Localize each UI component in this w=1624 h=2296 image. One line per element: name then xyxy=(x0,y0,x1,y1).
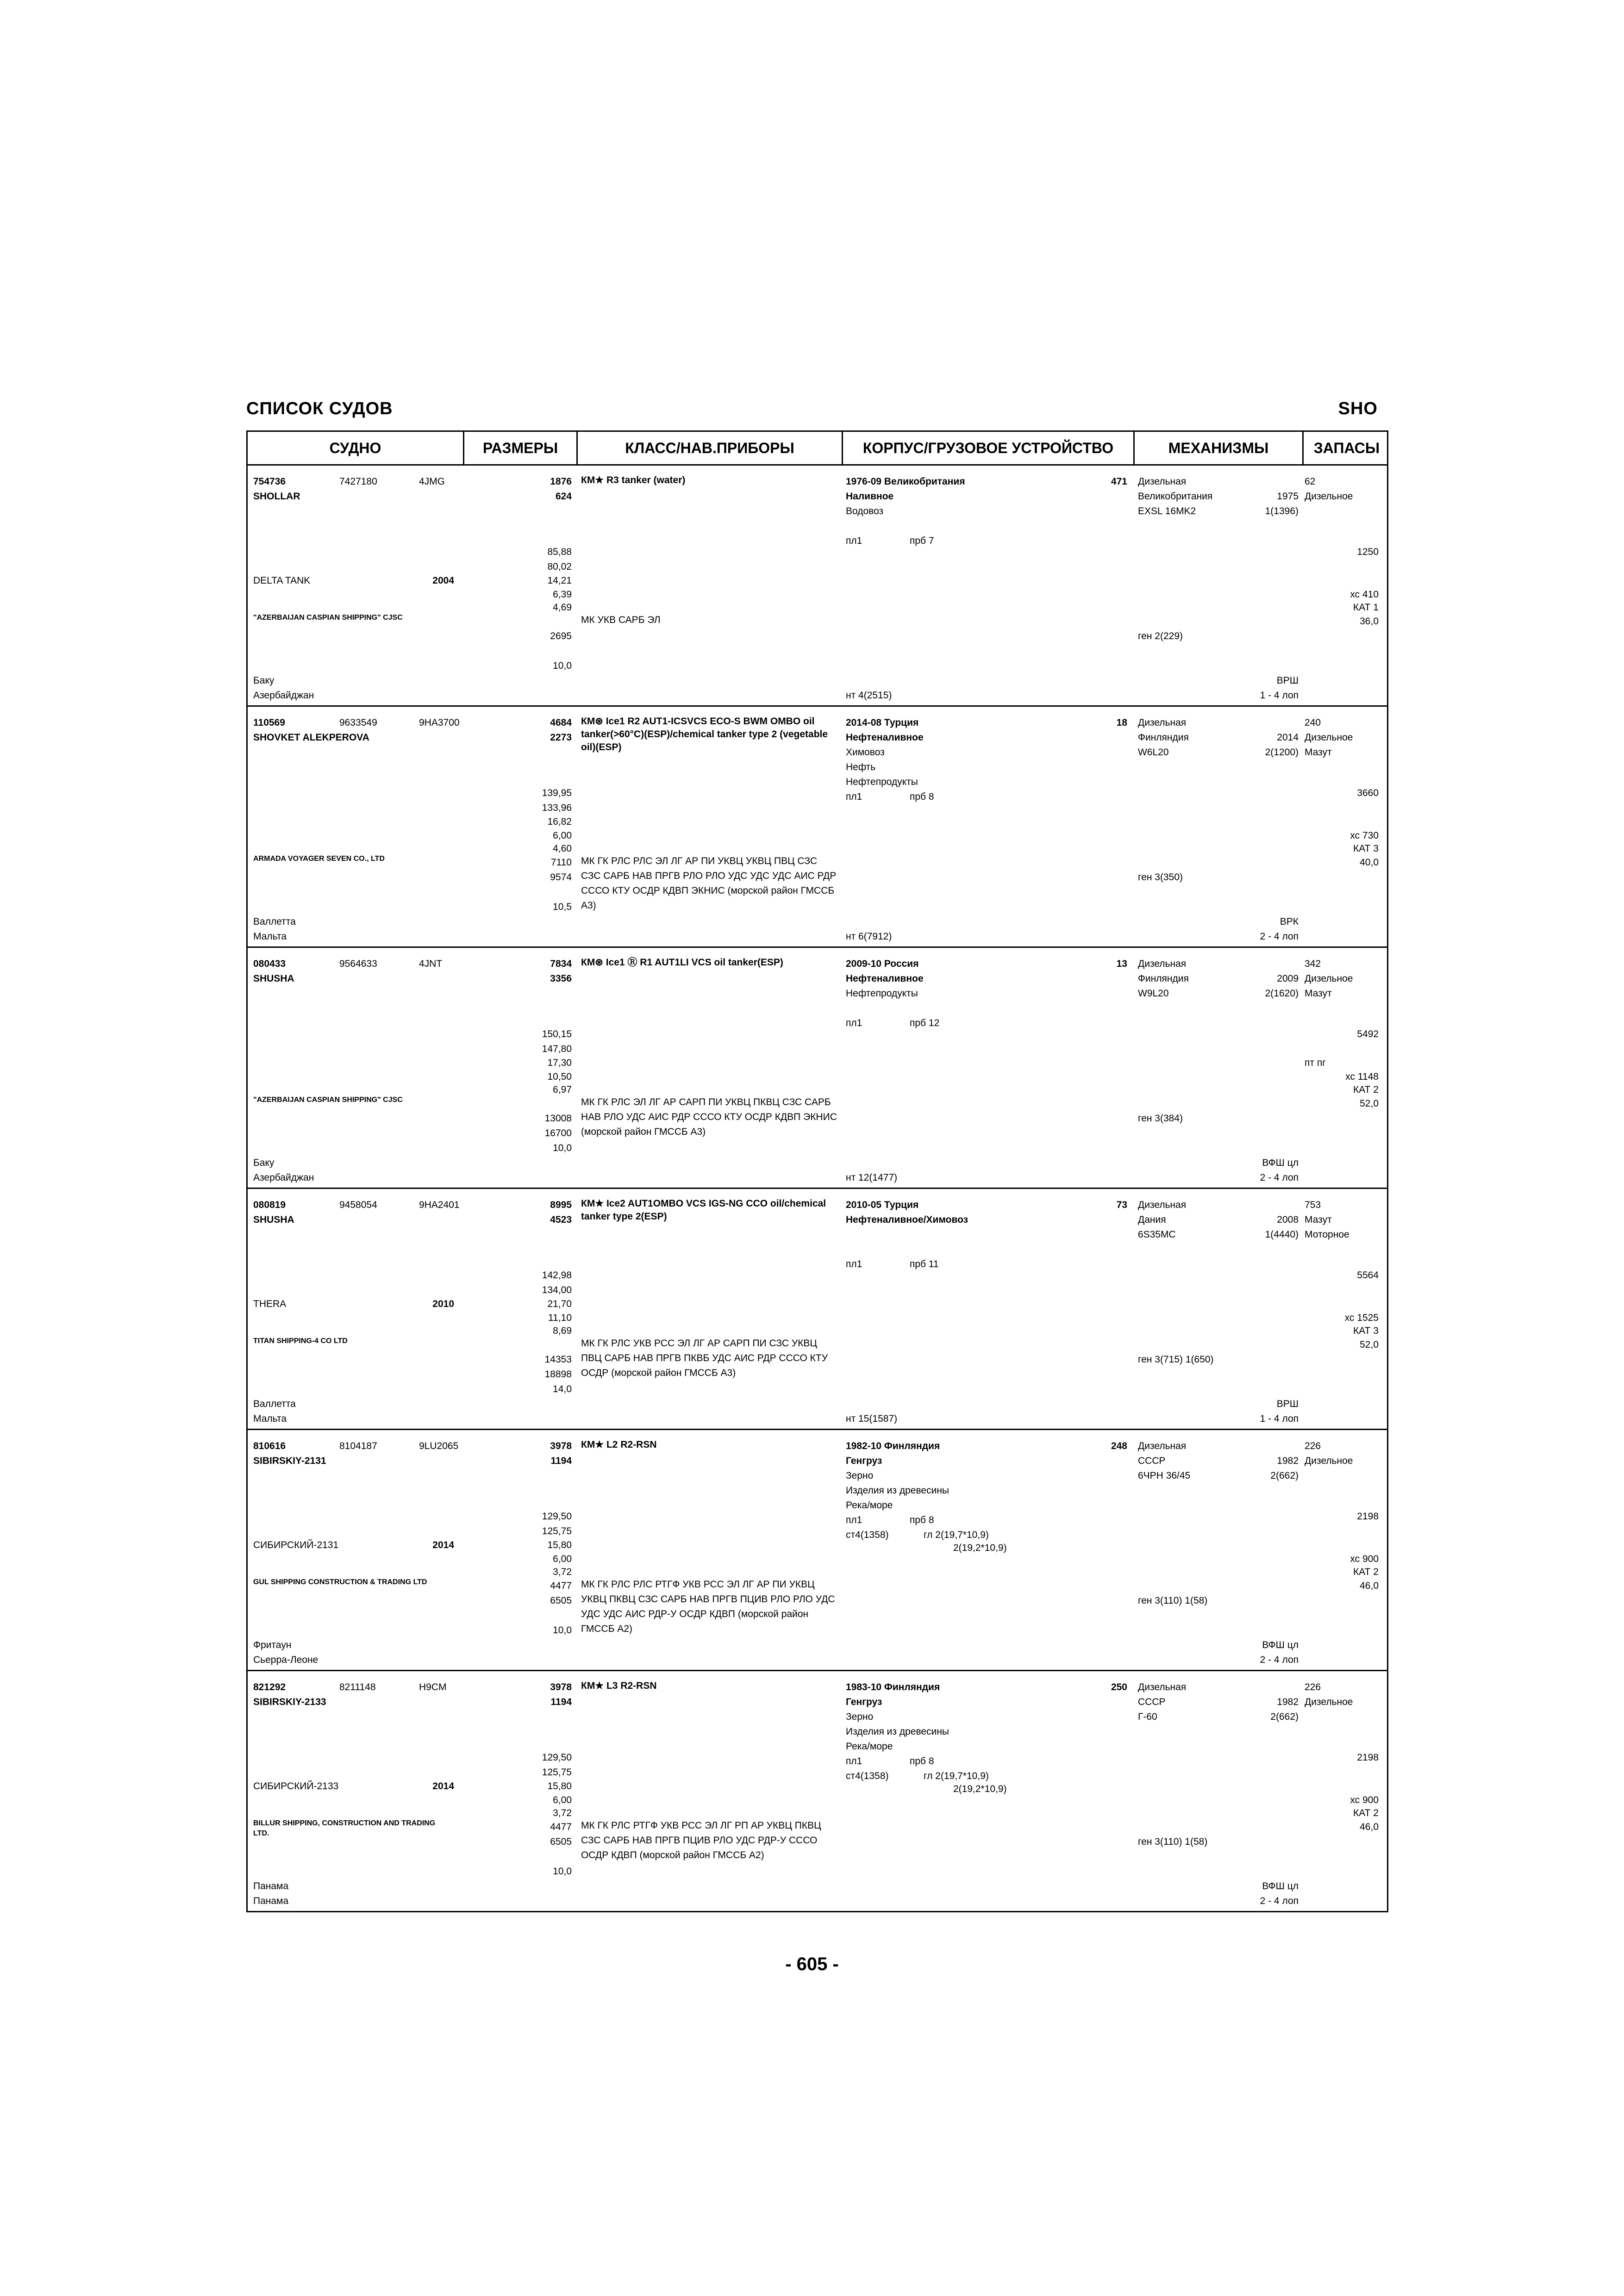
flag-country: Сьерра-Леоне xyxy=(253,1655,319,1665)
dimension-value: 14353 xyxy=(544,1354,572,1365)
dimension-value: 4477 xyxy=(550,1580,572,1591)
bulkhead-count: прб 8 xyxy=(910,1515,934,1525)
flag-country: Азербайджан xyxy=(253,1172,314,1183)
hull-build-info: 1982-10 Финляндия xyxy=(846,1441,940,1451)
hold-volume: хс 1525 xyxy=(1344,1313,1379,1323)
former-name-year: 2004 xyxy=(432,575,454,586)
engine-line: W6L20 xyxy=(1138,747,1169,758)
bulkhead-count: прб 8 xyxy=(910,1756,934,1767)
dimension-value: 150,15 xyxy=(542,1029,572,1039)
engine-year: 2014 xyxy=(1277,732,1299,743)
blade-count: 2 - 4 лоп xyxy=(1260,1896,1299,1906)
hold-volume: хс 900 xyxy=(1350,1554,1379,1564)
dimension-value: 15,80 xyxy=(547,1540,572,1550)
dimension-value: 18898 xyxy=(544,1369,572,1380)
hull-number: 471 xyxy=(1111,476,1127,487)
blade-count: 2 - 4 лоп xyxy=(1260,1172,1299,1183)
dimension-value: 125,75 xyxy=(542,1526,572,1537)
generator-info: ген 3(110) 1(58) xyxy=(1138,1595,1208,1606)
engine-year: 1975 xyxy=(1277,491,1299,502)
ship-name: SHOVKET ALEKPEROVA xyxy=(253,732,369,743)
hull-type-line: Генгруз xyxy=(846,1456,882,1466)
owner-name: TITAN SHIPPING-4 CO LTD xyxy=(253,1337,348,1345)
dimension-value: 13008 xyxy=(544,1113,572,1124)
ship-name: SHUSHA xyxy=(253,1214,294,1225)
dimension-value: 6,00 xyxy=(553,830,572,841)
hull-type-line: Нефтеналивное/Химовоз xyxy=(846,1214,968,1225)
home-port: Валлетта xyxy=(253,916,296,927)
hatch-sizes-2: 2(19,2*10,9) xyxy=(953,1784,1007,1794)
hatch-sizes: гл 2(19,7*10,9) xyxy=(924,1771,989,1781)
former-name: СИБИРСКИЙ-2131 xyxy=(253,1540,339,1550)
engine-line: W9L20 xyxy=(1138,988,1169,999)
bulkhead-count: прб 8 xyxy=(910,791,934,802)
dimension-value: 15,80 xyxy=(547,1781,572,1792)
dimension-value: 6,00 xyxy=(553,1795,572,1805)
dimension-value: 4477 xyxy=(550,1822,572,1832)
flag-country: Азербайджан xyxy=(253,690,314,701)
registry-number: 080819 xyxy=(253,1200,286,1210)
hull-type-line: Водовоз xyxy=(846,506,884,516)
bulkhead-count: прб 11 xyxy=(910,1259,939,1269)
ice-category: КАТ 3 xyxy=(1353,843,1379,854)
cargo-holds: ст4(1358) xyxy=(846,1530,889,1540)
dimension-value: 3,72 xyxy=(553,1808,572,1818)
imo-number: 8211148 xyxy=(339,1682,376,1692)
propeller-type: ВРК xyxy=(1280,916,1299,927)
generator-info: ген 3(350) xyxy=(1138,872,1183,883)
engine-line: Дизельная xyxy=(1138,717,1187,728)
hold-volume: хс 900 xyxy=(1350,1795,1379,1805)
generator-info: ген 3(110) 1(58) xyxy=(1138,1836,1208,1847)
flag-country: Мальта xyxy=(253,1413,287,1424)
engine-line: Финляндия xyxy=(1138,973,1189,984)
nav-equipment: МК ГК РЛС РЛС ЭЛ ЛГ АР ПИ УКВЦ УКВЦ ПВЦ СЗС СЗС САРБ НАВ ПРГВ РЛО РЛО УДС УДС УДС АИС РДР СССО КТУ ОСДР КДВП ЭКНИС (морской район ГМССБ А3) xyxy=(581,856,837,911)
hull-build-info: 1976-09 Великобритания xyxy=(846,476,965,487)
hull-build-info: 2014-08 Турция xyxy=(846,717,919,728)
cargo-pumps: нт 4(2515) xyxy=(846,690,892,701)
fuel-type-2: Мазут xyxy=(1305,747,1332,758)
home-port: Баку xyxy=(253,675,275,686)
fuel-capacity: 5564 xyxy=(1357,1270,1379,1281)
ship-name: SHUSHA xyxy=(253,973,294,984)
hatch-sizes: гл 2(19,7*10,9) xyxy=(924,1530,989,1540)
fuel-type: Мазут xyxy=(1305,1214,1332,1225)
owner-name: GUL SHIPPING CONSTRUCTION & TRADING LTD xyxy=(253,1578,427,1586)
deck-count: пл1 xyxy=(846,1756,862,1767)
call-sign: 9HA3700 xyxy=(419,717,460,728)
dimension-value: 16700 xyxy=(544,1128,572,1139)
hull-type-line: Генгруз xyxy=(846,1697,882,1707)
dimension-value: 4684 xyxy=(550,717,572,728)
dimension-value: 4,69 xyxy=(553,602,572,613)
owner-name: BILLUR SHIPPING, CONSTRUCTION AND TRADING LTD. xyxy=(253,1819,436,1837)
dimension-value: 4523 xyxy=(550,1214,572,1225)
engine-power: 2(662) xyxy=(1270,1470,1299,1481)
dimension-value: 16,82 xyxy=(547,816,572,827)
dimension-value: 10,50 xyxy=(547,1071,572,1082)
generator-info: ген 2(229) xyxy=(1138,631,1183,641)
dimension-value: 1876 xyxy=(550,476,572,487)
fuel-capacity: 5492 xyxy=(1357,1029,1379,1039)
hull-type-line: Зерно xyxy=(846,1470,874,1481)
nav-equipment: МК ГК РЛС РЛС РТГФ УКВ РСС ЭЛ ЛГ АР ПИ УКВЦ УКВЦ ПКВЦ СЗС САРБ НАВ ПРГВ ПЦИВ РЛО РЛО УДС УДС УДС АИС РДР-У ОСДР КДВП (морской район ГМССБ А2) xyxy=(581,1579,835,1634)
ship-entry xyxy=(248,948,1387,1189)
nav-equipment: МК УКВ САРБ ЭЛ xyxy=(581,615,661,625)
hull-type-line: Река/море xyxy=(846,1500,893,1511)
engine-line: Финляндия xyxy=(1138,732,1189,743)
former-name-year: 2014 xyxy=(432,1781,454,1792)
deck-count: пл1 xyxy=(846,1259,862,1269)
dimension-value: 8,69 xyxy=(553,1325,572,1336)
imo-number: 9458054 xyxy=(339,1200,377,1210)
cargo-pumps: нт 15(1587) xyxy=(846,1413,898,1424)
blade-count: 2 - 4 лоп xyxy=(1260,1655,1299,1665)
stock-volume: 240 xyxy=(1305,717,1321,728)
ship-entry xyxy=(248,466,1387,707)
dimension-value: 142,98 xyxy=(542,1270,572,1281)
dimension-value: 6,00 xyxy=(553,1554,572,1564)
engine-power: 2(1620) xyxy=(1265,988,1299,999)
propeller-type: ВФШ цл xyxy=(1262,1640,1299,1650)
registry-number: 110569 xyxy=(253,717,285,728)
ship-entry xyxy=(248,1430,1387,1671)
dimension-value: 17,30 xyxy=(547,1058,572,1068)
fuel-capacity: 2198 xyxy=(1357,1511,1379,1522)
fuel-type-2: Моторное xyxy=(1305,1229,1349,1240)
hold-value: 52,0 xyxy=(1360,1098,1379,1109)
dimension-value: 133,96 xyxy=(542,803,572,813)
class-notation: КМ★ R3 tanker (water) xyxy=(581,475,686,485)
blade-count: 1 - 4 лоп xyxy=(1260,690,1299,701)
hold-volume: хс 410 xyxy=(1350,589,1379,600)
cargo-pumps: нт 12(1477) xyxy=(846,1172,898,1183)
engine-year: 2009 xyxy=(1277,973,1299,984)
dimension-value: 8995 xyxy=(550,1200,572,1210)
dimension-value: 3,72 xyxy=(553,1567,572,1577)
fuel-type-2: Мазут xyxy=(1305,988,1332,999)
hull-number: 250 xyxy=(1111,1682,1127,1692)
generator-info: ген 3(715) 1(650) xyxy=(1138,1354,1214,1365)
dimension-value: 2273 xyxy=(550,732,572,743)
former-name: DELTA TANK xyxy=(253,575,311,586)
fuel-capacity: 2198 xyxy=(1357,1752,1379,1763)
dimension-value: 10,0 xyxy=(553,1866,572,1877)
ice-category: КАТ 2 xyxy=(1353,1084,1379,1095)
dimension-value: 14,21 xyxy=(547,575,572,586)
dimension-value: 10,0 xyxy=(553,1625,572,1636)
propeller-type: ВФШ цл xyxy=(1262,1157,1299,1168)
propeller-type: ВРШ xyxy=(1276,1399,1299,1409)
owner-name: "AZERBAIJAN CASPIAN SHIPPING" CJSC xyxy=(253,1096,403,1104)
hold-value: 52,0 xyxy=(1360,1339,1379,1350)
engine-line: Дизельная xyxy=(1138,958,1187,969)
ship-name: SIBIRSKIY-2133 xyxy=(253,1697,326,1707)
ice-category: КАТ 2 xyxy=(1353,1808,1379,1818)
dimension-value: 1194 xyxy=(550,1456,572,1466)
engine-line: Дания xyxy=(1138,1214,1166,1225)
dimension-value: 129,50 xyxy=(542,1752,572,1763)
column-header-row xyxy=(248,432,1387,466)
engine-line: EXSL 16MK2 xyxy=(1138,506,1196,516)
column-header-machinery: МЕХАНИЗМЫ xyxy=(1135,432,1304,464)
hatch-sizes-2: 2(19,2*10,9) xyxy=(953,1543,1007,1553)
fuel-type: Дизельное xyxy=(1305,732,1353,743)
section-code: SHO xyxy=(1338,399,1378,418)
stock-volume: 753 xyxy=(1305,1200,1321,1210)
home-port: Валлетта xyxy=(253,1399,296,1409)
engine-line: Дизельная xyxy=(1138,1200,1187,1210)
ship-name: SIBIRSKIY-2131 xyxy=(253,1456,326,1466)
dimension-value: 624 xyxy=(555,491,572,502)
hull-number: 248 xyxy=(1111,1441,1127,1451)
hold-value: 46,0 xyxy=(1360,1580,1379,1591)
engine-power: 1(4440) xyxy=(1265,1229,1299,1240)
engine-year: 1982 xyxy=(1277,1456,1299,1466)
flag-country: Мальта xyxy=(253,931,287,942)
deck-count: пл1 xyxy=(846,1515,862,1525)
owner-name: "AZERBAIJAN CASPIAN SHIPPING" CJSC xyxy=(253,614,403,622)
hull-type-line: Химовоз xyxy=(846,747,885,758)
deck-count: пл1 xyxy=(846,535,862,546)
imo-number: 8104187 xyxy=(339,1441,377,1451)
ship-entry xyxy=(248,707,1387,948)
dimension-value: 125,75 xyxy=(542,1767,572,1778)
ship-entry xyxy=(248,1671,1387,1911)
nav-equipment: МК ГК РЛС РТГФ УКВ РСС ЭЛ ЛГ РП АР УКВЦ ПКВЦ СЗС САРБ НАВ ПРГВ ПЦИВ РЛО УДС РДР-У СССО ОСДР КДВП (морской район ГМССБ А2) xyxy=(581,1820,821,1860)
imo-number: 7427180 xyxy=(339,476,377,487)
cargo-holds: ст4(1358) xyxy=(846,1771,889,1781)
engine-line: Г-60 xyxy=(1138,1711,1157,1722)
dimension-value: 7834 xyxy=(550,958,572,969)
call-sign: 4JNT xyxy=(419,958,443,969)
dimension-value: 129,50 xyxy=(542,1511,572,1522)
hull-build-info: 1983-10 Финляндия xyxy=(846,1682,940,1692)
class-notation: КМ⊛ Ice1 R2 AUT1-ICSVCS ECO-S BWM OMBO oil tanker(>60°C)(ESP)/chemical tanker type 2 (vegetable oil)(ESP) xyxy=(581,716,828,753)
class-notation: КМ★ Ice2 AUT1OMBO VCS IGS-NG CCO oil/chemical tanker type 2(ESP) xyxy=(581,1198,826,1222)
imo-number: 9564633 xyxy=(339,958,377,969)
column-header-class: КЛАСС/НАВ.ПРИБОРЫ xyxy=(578,432,843,464)
imo-number: 9633549 xyxy=(339,717,377,728)
blade-count: 1 - 4 лоп xyxy=(1260,1413,1299,1424)
stock-volume: 342 xyxy=(1305,958,1321,969)
dimension-value: 3356 xyxy=(550,973,572,984)
hull-type-line: Нефтепродукты xyxy=(846,988,918,999)
ship-entries xyxy=(248,466,1387,1911)
owner-name: ARMADA VOYAGER SEVEN CO., LTD xyxy=(253,855,385,863)
registry-number: 821292 xyxy=(253,1682,286,1692)
ship-entry xyxy=(248,1189,1387,1430)
engine-line: Дизельная xyxy=(1138,1441,1187,1451)
fuel-extra: пт пг xyxy=(1305,1058,1326,1068)
hold-volume: хс 1148 xyxy=(1345,1071,1379,1082)
engine-power: 2(662) xyxy=(1270,1711,1299,1722)
stock-volume: 226 xyxy=(1305,1682,1321,1692)
dimension-value: 6,97 xyxy=(553,1084,572,1095)
propeller-type: ВРШ xyxy=(1276,675,1299,686)
dimension-value: 3978 xyxy=(550,1441,572,1451)
dimension-value: 11,10 xyxy=(548,1313,572,1323)
dimension-value: 6505 xyxy=(550,1595,572,1606)
class-notation: КМ★ L2 R2-RSN xyxy=(581,1439,657,1450)
hold-value: 46,0 xyxy=(1360,1822,1379,1832)
dimension-value: 2695 xyxy=(550,631,572,641)
engine-line: СССР xyxy=(1138,1456,1166,1466)
hull-type-line: Изделия из древесины xyxy=(846,1726,949,1737)
call-sign: 4JMG xyxy=(419,476,445,487)
dimension-value: 6,39 xyxy=(553,589,572,600)
dimension-value: 85,88 xyxy=(547,547,572,557)
stock-volume: 62 xyxy=(1305,476,1316,487)
hold-value: 36,0 xyxy=(1360,616,1379,627)
bulkhead-count: прб 12 xyxy=(910,1018,940,1028)
engine-line: Дизельная xyxy=(1138,476,1187,487)
engine-power: 2(1200) xyxy=(1265,747,1299,758)
home-port: Панама xyxy=(253,1881,289,1892)
flag-country: Панама xyxy=(253,1896,289,1906)
fuel-type: Дизельное xyxy=(1305,491,1353,502)
ice-category: КАТ 3 xyxy=(1353,1325,1379,1336)
engine-line: 6ЧРН 36/45 xyxy=(1138,1470,1191,1481)
page-title: СПИСОК СУДОВ xyxy=(246,399,393,418)
dimension-value: 4,60 xyxy=(553,843,572,854)
former-name-year: 2014 xyxy=(432,1540,454,1550)
hold-volume: хс 730 xyxy=(1350,830,1379,841)
engine-year: 1982 xyxy=(1277,1697,1299,1707)
nav-equipment: МК ГК РЛС УКВ РСС ЭЛ ЛГ АР САРП ПИ СЗС УКВЦ ПВЦ САРБ НАВ ПРГВ ПКВБ УДС АИС РДР СССО КТУ ОСДР (морской район ГМССБ А3) xyxy=(581,1338,828,1378)
hold-value: 40,0 xyxy=(1360,857,1379,868)
dimension-value: 9574 xyxy=(550,872,572,883)
nav-equipment: МК ГК РЛС ЭЛ ЛГ АР САРП ПИ УКВЦ ПКВЦ СЗС САРБ НАВ РЛО УДС АИС РДР СССО КТУ ОСДР КДВП ЭКНИС (морской район ГМССБ А3) xyxy=(581,1097,837,1137)
fuel-capacity: 3660 xyxy=(1357,788,1379,798)
hull-number: 18 xyxy=(1116,717,1127,728)
engine-line: Великобритания xyxy=(1138,491,1213,502)
former-name: THERA xyxy=(253,1299,287,1309)
call-sign: 9HA2401 xyxy=(419,1200,460,1210)
hull-type-line: Нефтепродукты xyxy=(846,777,918,787)
hull-type-line: Изделия из древесины xyxy=(846,1485,949,1496)
dimension-value: 21,70 xyxy=(547,1299,572,1309)
dimension-value: 147,80 xyxy=(542,1044,572,1054)
column-header-hull: КОРПУС/ГРУЗОВОЕ УСТРОЙСТВО xyxy=(843,432,1135,464)
registry-number: 080433 xyxy=(253,958,286,969)
call-sign: 9LU2065 xyxy=(419,1441,459,1451)
engine-power: 1(1396) xyxy=(1265,506,1299,516)
engine-year: 2008 xyxy=(1277,1214,1299,1225)
fuel-type: Дизельное xyxy=(1305,973,1353,984)
hull-type-line: Река/море xyxy=(846,1741,893,1752)
hull-number: 73 xyxy=(1116,1200,1127,1210)
dimension-value: 7110 xyxy=(550,857,572,868)
dimension-value: 10,5 xyxy=(553,902,572,912)
deck-count: пл1 xyxy=(846,791,862,802)
blade-count: 2 - 4 лоп xyxy=(1260,931,1299,942)
fuel-type: Дизельное xyxy=(1305,1456,1353,1466)
hull-type-line: Наливное xyxy=(846,491,894,502)
hull-type-line: Нефть xyxy=(846,762,876,772)
hull-type-line: Нефтеналивное xyxy=(846,732,924,743)
engine-line: Дизельная xyxy=(1138,1682,1187,1692)
former-name: СИБИРСКИЙ-2133 xyxy=(253,1781,339,1792)
registry-number: 754736 xyxy=(253,476,286,487)
registry-number: 810616 xyxy=(253,1441,286,1451)
propeller-type: ВФШ цл xyxy=(1262,1881,1299,1892)
column-header-stocks: ЗАПАСЫ xyxy=(1313,439,1380,456)
deck-count: пл1 xyxy=(846,1018,862,1028)
hull-build-info: 2010-05 Турция xyxy=(846,1200,919,1210)
engine-line: 6S35MC xyxy=(1138,1229,1176,1240)
generator-info: ген 3(384) xyxy=(1138,1113,1183,1124)
dimension-value: 14,0 xyxy=(553,1384,572,1394)
former-name-year: 2010 xyxy=(432,1299,454,1309)
dimension-value: 134,00 xyxy=(542,1285,572,1295)
hull-type-line: Зерно xyxy=(846,1711,874,1722)
class-notation: КМ⊛ Ice1 Ⓡ R1 AUT1LI VCS oil tanker(ESP) xyxy=(581,957,783,968)
bulkhead-count: прб 7 xyxy=(910,535,934,546)
dimension-value: 6505 xyxy=(550,1836,572,1847)
dimension-value: 139,95 xyxy=(542,788,572,798)
home-port: Фритаун xyxy=(253,1640,292,1650)
hull-type-line: Нефтеналивное xyxy=(846,973,924,984)
class-notation: КМ★ L3 R2-RSN xyxy=(581,1680,657,1691)
page-number: - 605 - xyxy=(785,1954,839,1974)
home-port: Баку xyxy=(253,1157,275,1168)
column-header-vessel: СУДНО xyxy=(248,432,464,464)
hull-build-info: 2009-10 Россия xyxy=(846,958,919,969)
cargo-pumps: нт 6(7912) xyxy=(846,931,892,942)
fuel-capacity: 1250 xyxy=(1357,547,1379,557)
engine-line: СССР xyxy=(1138,1697,1166,1707)
dimension-value: 3978 xyxy=(550,1682,572,1692)
stock-volume: 226 xyxy=(1305,1441,1321,1451)
ice-category: КАТ 1 xyxy=(1353,602,1379,613)
call-sign: H9CM xyxy=(419,1682,447,1692)
ship-name: SHOLLAR xyxy=(253,491,300,502)
hull-number: 13 xyxy=(1116,958,1127,969)
column-header-dimensions: РАЗМЕРЫ xyxy=(464,432,578,464)
fuel-type: Дизельное xyxy=(1305,1697,1353,1707)
dimension-value: 10,0 xyxy=(553,1143,572,1153)
ice-category: КАТ 2 xyxy=(1353,1567,1379,1577)
dimension-value: 10,0 xyxy=(553,660,572,671)
ship-table xyxy=(246,430,1388,1912)
dimension-value: 1194 xyxy=(550,1697,572,1707)
dimension-value: 80,02 xyxy=(547,561,572,572)
